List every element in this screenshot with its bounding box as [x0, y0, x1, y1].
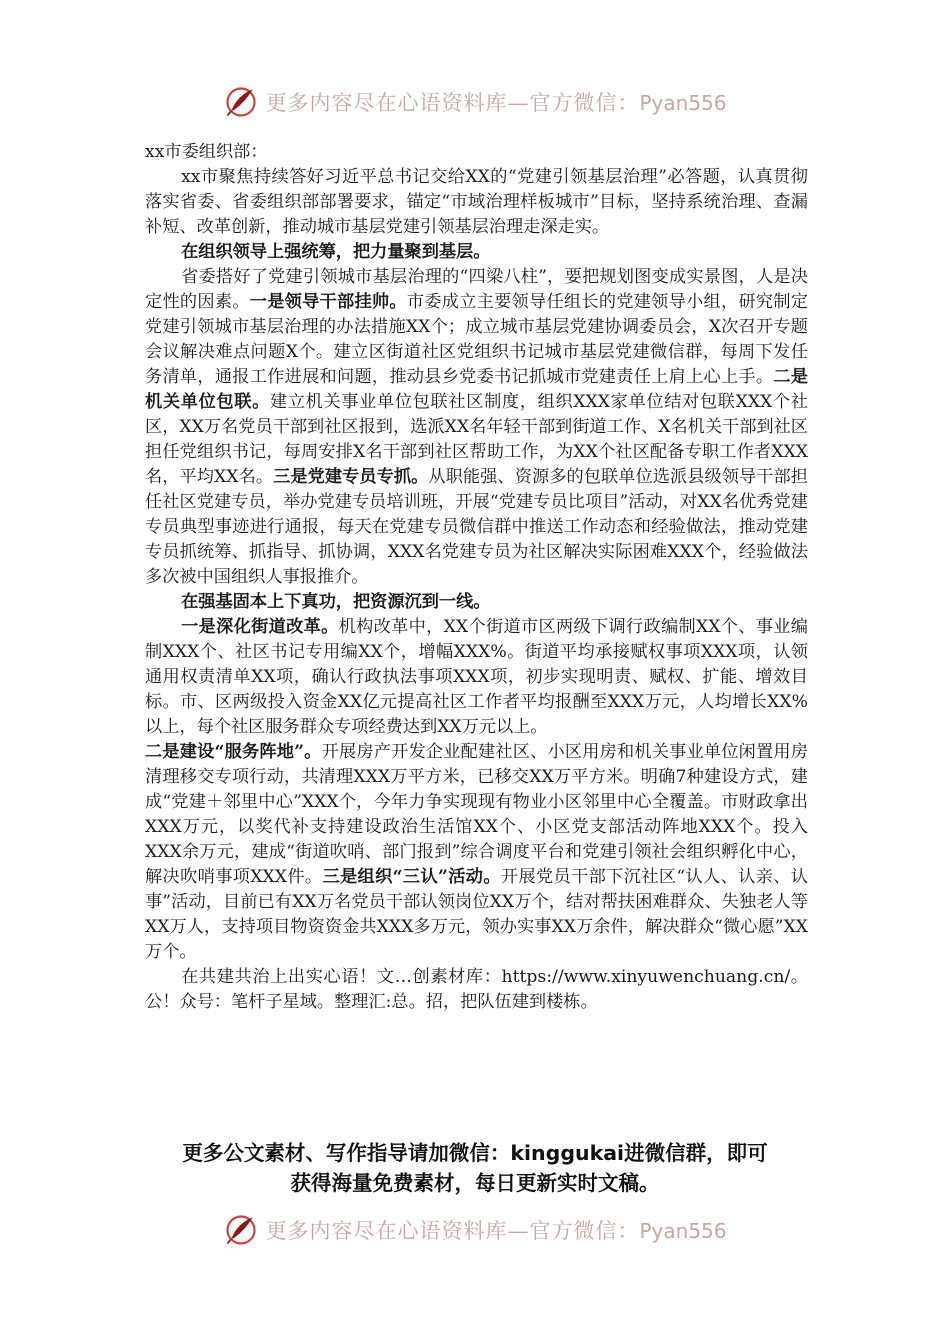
- footer-banner: [0, 1208, 950, 1252]
- pen-swirl-logo-icon: [223, 1212, 259, 1248]
- section1-point-2: 二是机关单位包联。: [145, 367, 808, 412]
- section1-text-4: 从职能强、资源多的包联单位选派县级领导干部担任社区党建专员，举办党建专员培训班，开展“党建专员比项目”活动，对XX名优秀党建专员典型事迹进行通报，每天在党建专员微信群中推送工作动态和经验做法，推动党建专员抓统筹、抓指导、抓协调，XXX名党建专员为社区解决实际困难XXX个，经验做法多次被中国组织人事报推介。: [145, 467, 808, 587]
- section1-point-3: 三是党建专员专抓。: [273, 467, 429, 487]
- promo-line-1: 更多公文素材、写作指导请加微信：kinggukai进微信群，即可: [182, 1141, 768, 1165]
- pen-swirl-logo-icon: [223, 84, 259, 120]
- section2-text-2: 开展房产开发企业配建社区、小区用房和机关事业单位闲置用房清理移交专项行动，共清理XXX万平方米，已移交XX万平方米。明确7种建设方式，建成“党建＋邻里中心”XXX个，今年力争实现现有物业小区邻里中心全覆盖。市财政拿出XXX万元，以奖代补支持建设政治生活馆XX个、小区党支部活动阵地XXX个。投入XXX余万元，建成“街道吹哨、部门报到”综合调度平台和党建引领社会组织孵化中心，解决吹哨事项XXX件。: [145, 742, 808, 887]
- section1-point-1: 一是领导干部挂帅。: [249, 292, 407, 312]
- salutation: xx市委组织部：: [145, 142, 268, 162]
- section1-paragraph: [145, 265, 808, 590]
- section1-text-1: 省委搭好了党建引领城市基层治理的“四梁八柱”，要把规划图变成实景图，人是决定性的因素。: [145, 267, 808, 312]
- banner-content: [223, 84, 726, 120]
- section2-point-1: 一是深化街道改革。: [181, 617, 339, 637]
- section2-text-1: 机构改革中，XX个街道市区两级下调行政编制XX个、事业编制XXX个、社区书记专用编XX个，增幅XXX%。街道平均承接赋权事项XXX项，认领通用权责清单XX项，确认行政执法事项XXX项，初步实现明责、赋权、扩能、增效目标。市、区两级投入资金XX亿元提高社区工作者平均报酬至XXX万元，人均增长XX%以上，每个社区服务群众专项经费达到XX万元以上。: [145, 617, 808, 737]
- section1-heading: 在组织领导上强统筹，把力量聚到基层。: [181, 242, 491, 262]
- section1-text-3: 建立机关事业单位包联社区制度，组织XXX家单位结对包联XXX个社区，XX万名党员干部到社区报到，选派XX名年轻干部到街道工作、X名机关干部到社区担任党组织书记，每周安排X名干部到社区帮助工作，为XX个社区配备专职工作者XXX名，平均XX名。: [145, 392, 808, 487]
- banner-wechat-id-bottom: Pyan556: [639, 1219, 727, 1243]
- section2-heading: 在强基固本上下真功，把资源沉到一线。: [181, 592, 491, 612]
- section2-point-3: 三是组织“三认”活动。: [322, 867, 501, 887]
- section1-text-2: 市委成立主要领导任组长的党建领导小组，研究制定党建引领城市基层治理的办法措施XX个；成立城市基层党建协调委员会，X次召开专题会议解决难点问题X个。建立区街道社区党组织书记城市基层党建微信群，每周下发任务清单，通报工作进展和问题，推动县乡党委书记抓城市党建责任上肩上心上手。: [145, 292, 808, 387]
- banner-content-bottom: [223, 1212, 726, 1248]
- banner-label-bottom: 更多内容尽在心语资料库—官方微信：Pyan556: [265, 1219, 727, 1243]
- header-banner: [0, 80, 950, 124]
- banner-label: 更多内容尽在心语资料库—官方微信：Pyan556: [265, 91, 727, 115]
- section2-paragraph-1: [145, 615, 808, 740]
- intro-paragraph: xx市聚焦持续答好习近平总书记交给XX的“党建引领基层治理”必答题，认真贯彻落实省委、省委组织部部署要求，锚定“市域治理样板城市”目标，坚持系统治理、查漏补短、改革创新，推动城市基层党建引领基层治理走深走实。: [145, 167, 808, 237]
- promo-line-2: 获得海量免费素材，每日更新实时文稿。: [290, 1171, 660, 1195]
- section2-point-2: 二是建设“服务阵地”。: [145, 742, 322, 762]
- banner-wechat-id: Pyan556: [639, 91, 727, 115]
- promo-text: [0, 1138, 950, 1198]
- section2-paragraph-2: [145, 740, 808, 965]
- document-body: [145, 140, 808, 1015]
- section2-text-3: 开展党员干部下沉社区“认人、认亲、认事”活动，目前已有XX万名党员干部认领岗位XX万个，结对帮扶困难群众、失独老人等XX万人，支持项目物资资金共XXX多万元，领办实事XX万余件，解决群众“微心愿”XX万个。: [145, 867, 808, 962]
- closing-paragraph: 在共建共治上出实心语！文…创素材库：https://www.xinyuwenchuang.cn/。公！众号：笔杆子星域。整理汇:总。招，把队伍建到楼栋。: [145, 967, 808, 1012]
